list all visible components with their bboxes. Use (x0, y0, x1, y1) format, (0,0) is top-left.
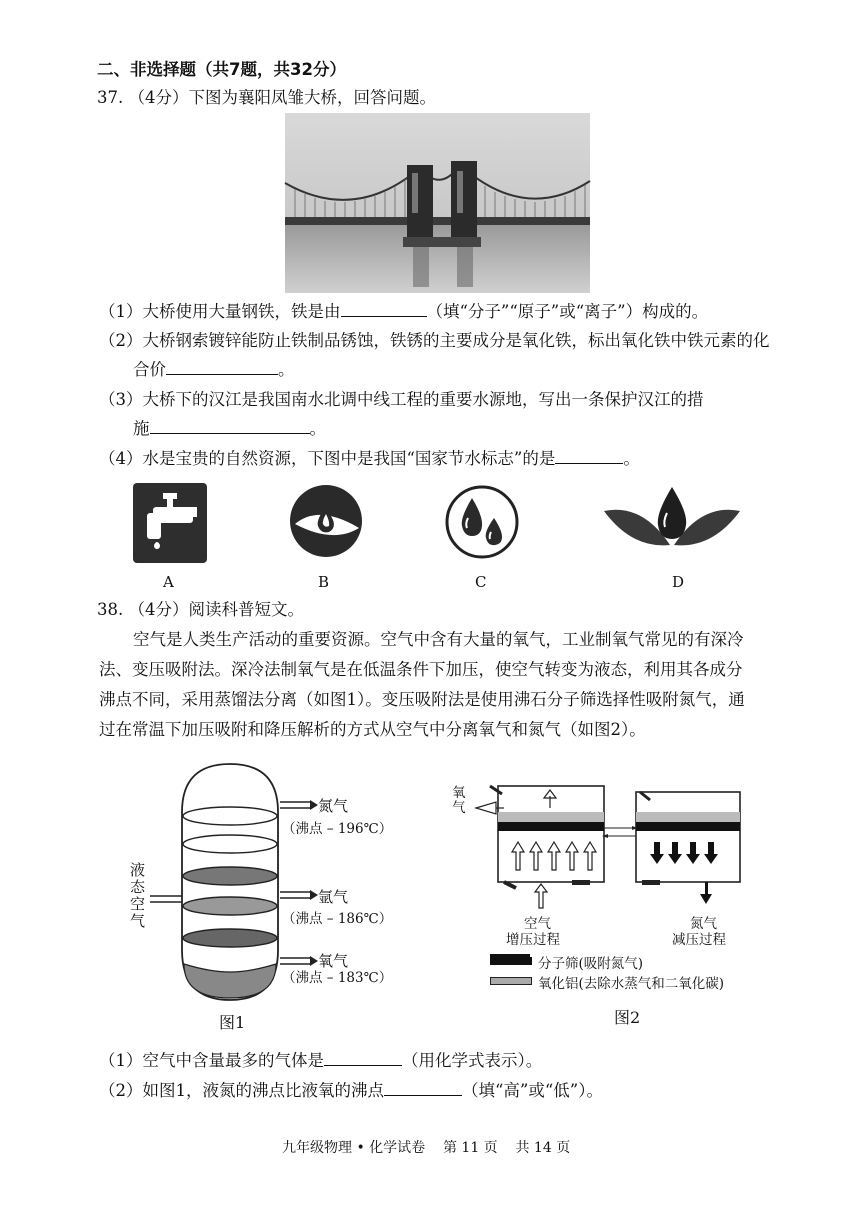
fig2-caption: 图2 (614, 1008, 641, 1027)
q37-answer-blank-4[interactable] (555, 449, 623, 464)
q37-part2-text-b: 合价 (133, 360, 166, 379)
fig1-o2-label: 氧气 (318, 952, 349, 970)
fig2-depressurize-label: 减压过程 (672, 932, 726, 948)
fig2-n2-label: 氮气 (690, 916, 717, 932)
q37-part3-text-b: 施 (133, 419, 150, 438)
q38-answer-blank-2[interactable] (384, 1081, 462, 1096)
q38-part1-text-a: （1）空气中含量最多的气体是 (99, 1051, 324, 1070)
q37-part1-text-a: （1）大桥使用大量钢铁，铁是由 (99, 302, 341, 321)
q38-part2-text-a: （2）如图1，液氮的沸点比液氧的沸点 (99, 1081, 384, 1100)
fig2-pressurize-label: 增压过程 (506, 932, 560, 948)
q37-answer-blank-3[interactable] (150, 419, 310, 434)
q37-title: 37. （4分）下图为襄阳凤雏大桥，回答问题。 (97, 88, 436, 107)
logo-b-water-drop-icon (289, 484, 363, 558)
q38-paragraph-line1: 空气是人类生产活动的重要资源。空气中含有大量的氧气，工业制氧气常见的有深冷 (133, 630, 744, 649)
fig1-ar-label: 氩气 (318, 888, 349, 906)
q37-part4-text-a: （4）水是宝贵的自然资源，下图中是我国“国家节水标志”的是 (99, 449, 556, 468)
fig1-n2-label: 氮气 (318, 797, 349, 815)
option-b-label: B (318, 573, 330, 591)
q38-part2 (99, 1081, 603, 1101)
page-footer: 九年级物理 • 化学试卷 第 11 页 共 14 页 (282, 1140, 571, 1156)
q37-part3-line2 (133, 419, 326, 439)
logo-a-faucet-icon (133, 483, 207, 563)
option-a-label: A (163, 573, 174, 591)
q38-answer-blank-1[interactable] (324, 1051, 402, 1066)
q38-part2-text-b: （填“高”或“低”）。 (462, 1081, 603, 1100)
fig1-n2-boiling-point: （沸点 – 196℃） (282, 821, 393, 837)
q37-part3-line1: （3）大桥下的汉江是我国南水北调中线工程的重要水源地，写出一条保护汉江的措 (99, 390, 704, 409)
q38-paragraph-line3: 沸点不同，采用蒸馏法分离（如图1）。变压吸附法是使用沸石分子筛选择性吸附氮气，通 (99, 690, 745, 709)
q38-title: 38. （4分）阅读科普短文。 (97, 600, 304, 619)
q37-part2-text-c: 。 (278, 360, 295, 379)
fig1-caption: 图1 (219, 1013, 246, 1032)
q38-paragraph-line2: 法、变压吸附法。深冷法制氧气是在低温条件下加压，使空气转变为液态，利用其各成分 (99, 660, 743, 679)
q37-answer-blank-2[interactable] (166, 360, 278, 375)
q37-part2-line1: （2）大桥钢索镀锌能防止铁制品锈蚀，铁锈的主要成分是氧化铁，标出氧化铁中铁元素的化 (99, 331, 770, 350)
bridge-photo (285, 113, 590, 293)
fig2-legend-sieve: 分子筛(吸附氮气) (538, 956, 644, 972)
fig1-input-label: 液态空气 (130, 861, 146, 930)
section-header: 二、非选择题（共7题，共32分） (97, 60, 346, 79)
fig2-legend-alumina-swatch (490, 977, 532, 985)
q37-part1 (99, 302, 708, 322)
q37-part2-line2 (133, 360, 295, 380)
fig2-air-label: 空气 (524, 916, 551, 932)
logo-c-two-drops-icon (444, 484, 520, 560)
q37-part1-text-b: （填“分子”“原子”或“离子”）构成的。 (426, 302, 709, 321)
q37-part4 (99, 449, 640, 469)
fig2-o2-out-label: 氧气 (452, 785, 466, 816)
fig2-legend-alumina: 氧化铝(去除水蒸气和二氧化碳) (538, 976, 725, 992)
q38-part1-text-b: （用化学式表示）。 (402, 1051, 543, 1070)
q37-part4-text-b: 。 (623, 449, 640, 468)
logo-d-hands-drop-icon (602, 483, 742, 563)
fig2-legend-sieve-swatch (490, 957, 532, 965)
q38-paragraph-line4: 过在常温下加压吸附和降压解析的方式从空气中分离氧气和氮气（如图2）。 (99, 720, 646, 739)
fig1-ar-boiling-point: （沸点 – 186℃） (282, 911, 393, 927)
q38-part1 (99, 1051, 542, 1071)
option-d-label: D (672, 573, 685, 591)
option-c-label: C (475, 573, 487, 591)
fig1-o2-boiling-point: （沸点 – 183℃） (282, 970, 393, 986)
q37-answer-blank-1[interactable] (341, 302, 427, 317)
q37-part3-text-c: 。 (309, 419, 326, 438)
